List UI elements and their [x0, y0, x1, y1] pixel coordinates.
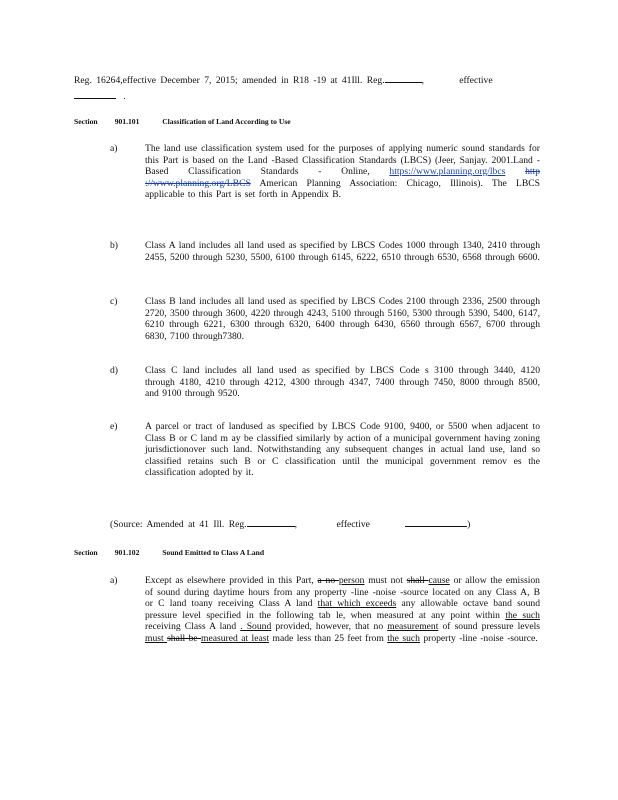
section-heading: Section 901.101 Classification of Land According to Use — [74, 117, 291, 126]
blank-line — [405, 518, 467, 527]
item-marker: b) — [110, 240, 118, 251]
blank-line — [247, 518, 295, 527]
paragraph-a: The land use classification system used for the purposes of applying numeric sound standards for this Part is based on the Land -Based Classification Standards (LBCS) (Jeer, Sanjay. 2001.Land -Based Classification Standards - Online, https://www.planning.org/lbcs http ://www.planning.org/LBCS American Planning Association: Chicago, Illinois). The LBCS applicable to this Part is set forth in Appendix B. — [145, 143, 540, 201]
item-marker: c) — [110, 296, 118, 307]
struck-link: http ://www.planning.org/LBCS — [145, 166, 540, 189]
paragraph-c: Class B land includes all land used as specified by LBCS Codes 2100 through 2336, 2500 through 2720, 3500 through 3600, 4220 through 4243, 5100 through 5160, 5300 through 5390, 5400, 6147, 6210 through 6221, 6300 through 6320, 6400 through 6430, 6560 through 6567, 6700 through 6830, 7100 through7380. — [145, 296, 540, 342]
paragraph-e: A parcel or tract of landused as specified by LBCS Code 9100, 9400, or 5500 when adjacent to Class B or C land m ay be classified similarly by action of a municipal government having zoning jurisdictionover such land. Notwithstanding any subsequent changes in actual land use, land so classified retains such B or C classification until the municipal government remov es the classification adopted by it. — [145, 421, 540, 479]
paragraph-d: Class C land includes all land used as specified by LBCS Code s 3100 through 3440, 4120 through 4180, 4210 through 4212, 4300 through 4347, 7400 through 7450, 8000 through 8500, and 9100 through 9520. — [145, 365, 540, 400]
paragraph-b: Class A land includes all land used as specified by LBCS Codes 1000 through 1340, 2410 through 2455, 5200 through 5230, 5500, 6100 through 6145, 6222, 6510 through 6530, 6568 through 6600. — [145, 240, 540, 263]
item-marker: d) — [110, 365, 118, 376]
header-line: Reg. 16264,effective December 7, 2015; amended in R18 -19 at 41Ill. Reg. , effective — [74, 75, 493, 86]
section-heading: Section 901.102 Sound Emitted to Class A Land — [74, 548, 265, 557]
source-note: (Source: Amended at 41 Ill. Reg. , effective ) — [110, 519, 471, 530]
item-marker: a) — [110, 143, 118, 154]
header-line-2: . — [74, 90, 126, 102]
paragraph-102-a: Except as elsewhere provided in this Part, a no person must not shall cause or allow the emission of sound during daytime hours from any property -line -noise -source located on any Class A, B or C land toany receiving Class A land that which exceeds any allowable octave band sound pressure level specified in the following tab le, when measured at any point within the such receiving Class A land . Sound provided, however, that no measurement of sound pressure levels must shall be measured at least made less than 25 feet from the such property -line -noise -source. — [145, 575, 541, 644]
item-marker: a) — [110, 575, 118, 586]
blank-line — [385, 74, 422, 83]
blank-line — [74, 90, 116, 99]
lbcs-link[interactable]: https://www.planning.org/lbcs — [389, 166, 506, 178]
item-marker: e) — [110, 421, 118, 432]
